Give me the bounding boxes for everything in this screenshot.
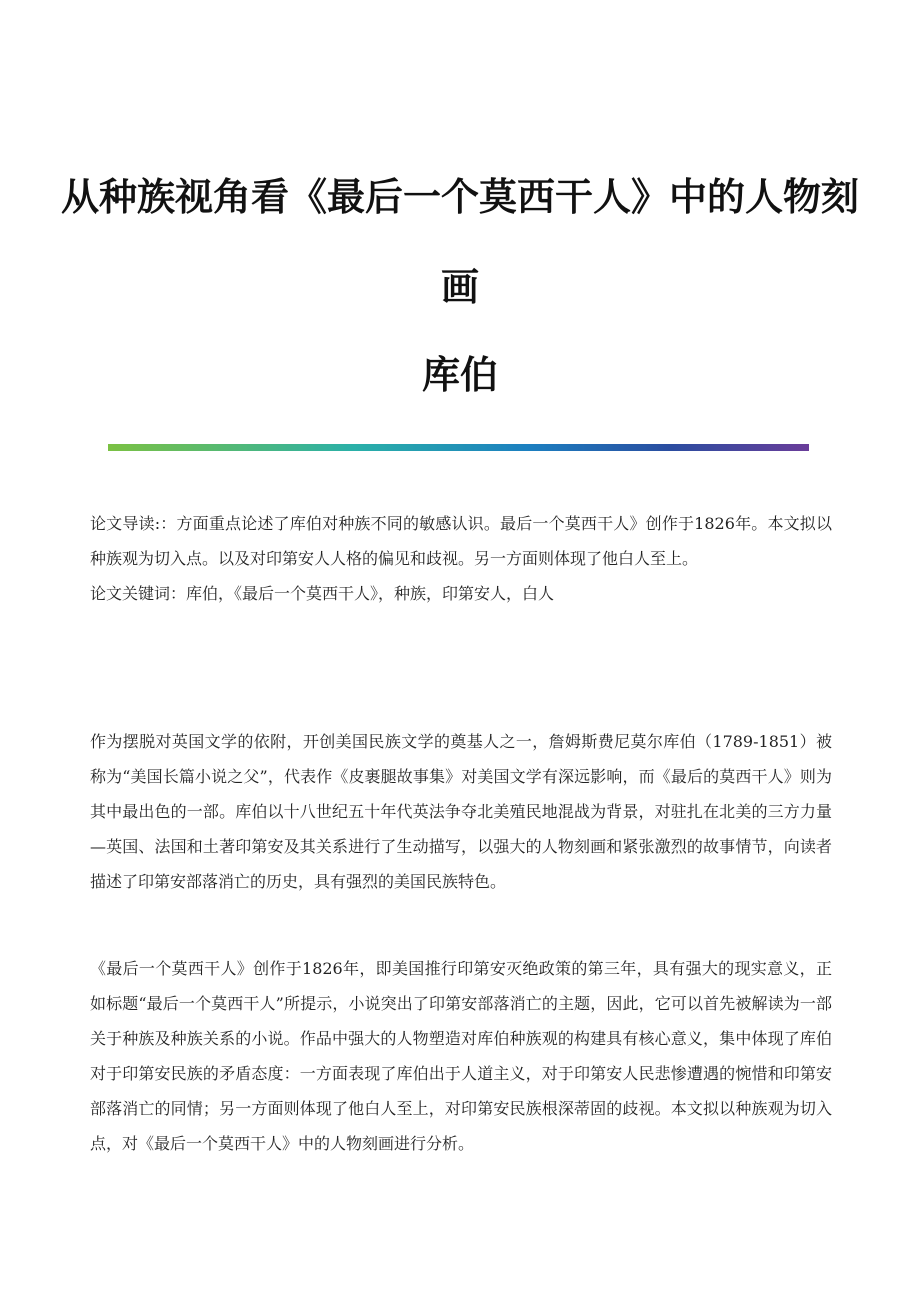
guide-label: 论文导读:: [90, 514, 161, 533]
document-title: 从种族视角看《最后一个莫西干人》中的人物刻画: [60, 175, 859, 309]
keywords-text: 库伯，《最后一个莫西干人》，种族，印第安人，白人: [186, 584, 555, 603]
keywords-paragraph: [90, 576, 832, 611]
body-section-1: [90, 724, 832, 899]
body-section-2: [90, 951, 832, 1161]
gradient-divider: [108, 444, 809, 451]
keywords-label: 论文关键词：: [90, 584, 187, 603]
abstract-section: [90, 506, 832, 611]
guide-text: ：方面重点论述了库伯对种族不同的敏感认识。最后一个莫西干人》创作于1826年。本文拟以种族观为切入点。以及对印第安人人格的偏见和歧视。另一方面则体现了他白人至上。: [90, 514, 832, 568]
body-paragraph-2: 《最后一个莫西干人》创作于1826年，即美国推行印第安灭绝政策的第三年，具有强大的现实意义，正如标题“最后一个莫西干人”所提示，小说突出了印第安部落消亡的主题，因此，它可以首先被解读为一部关于种族及种族关系的小说。作品中强大的人物塑造对库伯种族观的构建具有核心意义，集中体现了库伯对于印第安民族的矛盾态度：一方面表现了库伯出于人道主义，对于印第安人民悲惨遭遇的惋惜和印第安部落消亡的同情；另一方面则体现了他白人至上，对印第安民族根深蒂固的歧视。本文拟以种族观为切入点，对《最后一个莫西干人》中的人物刻画进行分析。: [90, 959, 832, 1153]
document-author: 库伯: [421, 353, 498, 397]
guide-paragraph: [90, 506, 832, 576]
body-paragraph-1: 作为摆脱对英国文学的依附，开创美国民族文学的奠基人之一，詹姆斯费尼莫尔库伯（1789-1851）被称为“美国长篇小说之父”，代表作《皮裹腿故事集》对美国文学有深远影响，而《最后的莫西干人》则为其中最出色的一部。库伯以十八世纪五十年代英法争夺北美殖民地混战为背景，对驻扎在北美的三方力量—英国、法国和土著印第安及其关系进行了生动描写，以强大的人物刻画和紧张激烈的故事情节，向读者描述了印第安部落消亡的历史，具有强烈的美国民族特色。: [90, 732, 832, 891]
